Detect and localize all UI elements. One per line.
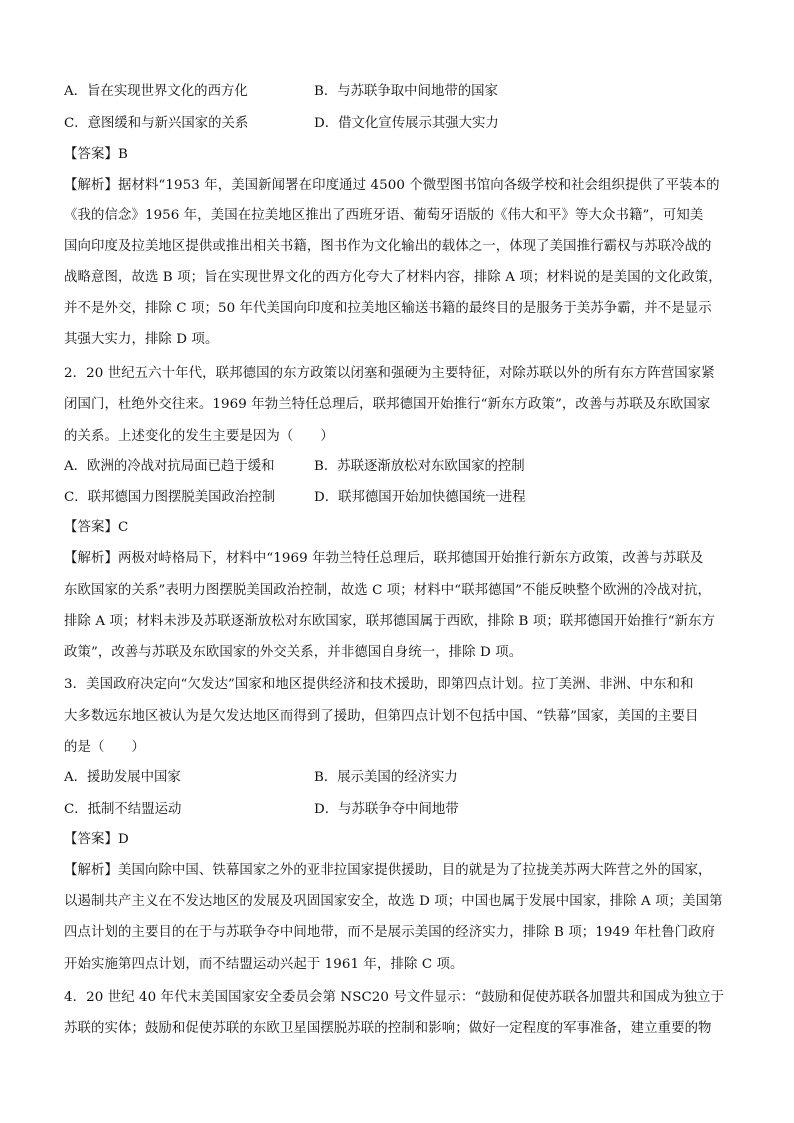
q3-option-c: C．抵制不结盟运动 [64,802,182,817]
q2-option-b: B．苏联逐渐放松对东欧国家的控制 [314,459,525,474]
q3-stem-line: 3．美国政府决定向“欠发达”国家和地区提供经济和技术援助，即第四点计划。拉丁美洲、非洲、中东和和 [64,677,694,692]
q2-stem-line: 的关系。上述变化的发生主要是因为（ ） [64,429,334,444]
q3-analysis-line: 开始实施第四点计划，而不结盟运动兴起于 1961 年，排除 C 项。 [64,957,464,972]
q2-analysis-line: 排除 A 项；材料未涉及苏联逐渐放松对东欧国家，联邦德国属于西欧，排除 B 项；联邦德国开始推行“新东方 [64,614,716,629]
q1-analysis-line: 其强大实力，排除 D 项。 [64,332,219,347]
q2-option-c: C．联邦德国力图摆脱美国政治控制 [64,490,276,505]
q3-analysis-line: 四点计划的主要目的在于与苏联争夺中间地带，而不是展示美国的经济实力，排除 B 项；1949 年杜鲁门政府 [64,925,716,940]
q3-analysis-line: 【解析】美国向除中国、铁幕国家之外的亚非拉国家提供援助，目的就是为了拉拢美苏两大阵营之外的国家， [64,863,712,878]
q2-analysis-line: 【解析】两极对峙格局下，材料中“1969 年勃兰特任总理后，联邦德国开始推行新东方政策，改善与苏联及 [64,551,704,566]
q3-stem-line: 的是（ ） [64,740,145,755]
q1-option-b: B．与苏联争取中间地带的国家 [314,84,498,99]
q1-analysis-line: 国向印度及拉美地区提供或推出相关书籍，图书作为文化输出的载体之一，体现了美国推行霸权与苏联冷战的 [64,239,712,254]
q3-stem-line: 大多数远东地区被认为是欠发达地区而得到了援助，但第四点计划不包括中国、“铁幕”国家，美国的主要目 [64,709,699,724]
q2-stem-line: 2．20 世纪五六十年代，联邦德国的东方政策以闭塞和强硬为主要特征，对除苏联以外的所有东方阵营国家紧 [64,366,715,381]
q2-option-d: D．联邦德国开始加快德国统一进程 [314,490,526,505]
q1-analysis-line: 【解析】据材料“1953 年，美国新闻署在印度通过 4500 个微型图书馆向各级学校和社会组织提供了平装本的 [64,178,720,193]
q1-option-d: D．借文化宣传展示其强大实力 [314,116,499,131]
q2-analysis-line: 东欧国家的关系”表明力图摆脱美国政治控制，故选 C 项；材料中“联邦德国”不能反映整个欧洲的冷战对抗， [64,583,711,598]
q1-option-c: C．意图缓和与新兴国家的关系 [64,116,249,131]
q3-option-a: A．援助发展中国家 [64,770,181,785]
q4-stem-line: 4．20 世纪 40 年代末美国国家安全委员会第 NSC20 号文件显示：“鼓励和促使苏联各加盟共和国成为独立于 [64,990,725,1005]
q3-analysis-line: 以遏制共产主义在不发达地区的发展及巩固国家安全，故选 D 项；中国也属于发展中国家，排除 A 项；美国第 [64,894,723,909]
q3-answer: 【答案】D [64,832,129,847]
q1-answer: 【答案】B [64,147,128,162]
q2-answer: 【答案】C [64,520,129,535]
q3-option-b: B．展示美国的经济实力 [314,770,458,785]
q2-stem-line: 闭国门，杜绝外交往来。1969 年勃兰特任总理后，联邦德国开始推行“新东方政策”，改善与苏联及东欧国家 [64,397,711,412]
q1-analysis-line: 战略意图，故选 B 项；旨在实现世界文化的西方化夸大了材料内容，排除 A 项；材料说的是美国的文化政策， [64,270,722,285]
q4-stem-line: 苏联的实体；鼓励和促使苏联的东欧卫星国摆脱苏联的控制和影响；做好一定程度的军事准备，建立重要的物 [64,1021,712,1036]
q1-analysis-line: 并不是外交，排除 C 项；50 年代美国向印度和拉美地区输送书籍的最终目的是服务于美苏争霸，并不是显示 [64,301,712,316]
q2-option-a: A．欧洲的冷战对抗局面已趋于缓和 [64,459,275,474]
q1-option-a: A．旨在实现世界文化的西方化 [64,84,248,99]
q3-option-d: D．与苏联争夺中间地带 [314,802,459,817]
q2-analysis-line: 政策”，改善与苏联及东欧国家的外交关系，并非德国自身统一，排除 D 项。 [64,645,523,660]
q1-analysis-line: 《我的信念》1956 年，美国在拉美地区推出了西班牙语、葡萄牙语版的《伟大和平》等大众书籍”，可知美 [64,208,704,223]
